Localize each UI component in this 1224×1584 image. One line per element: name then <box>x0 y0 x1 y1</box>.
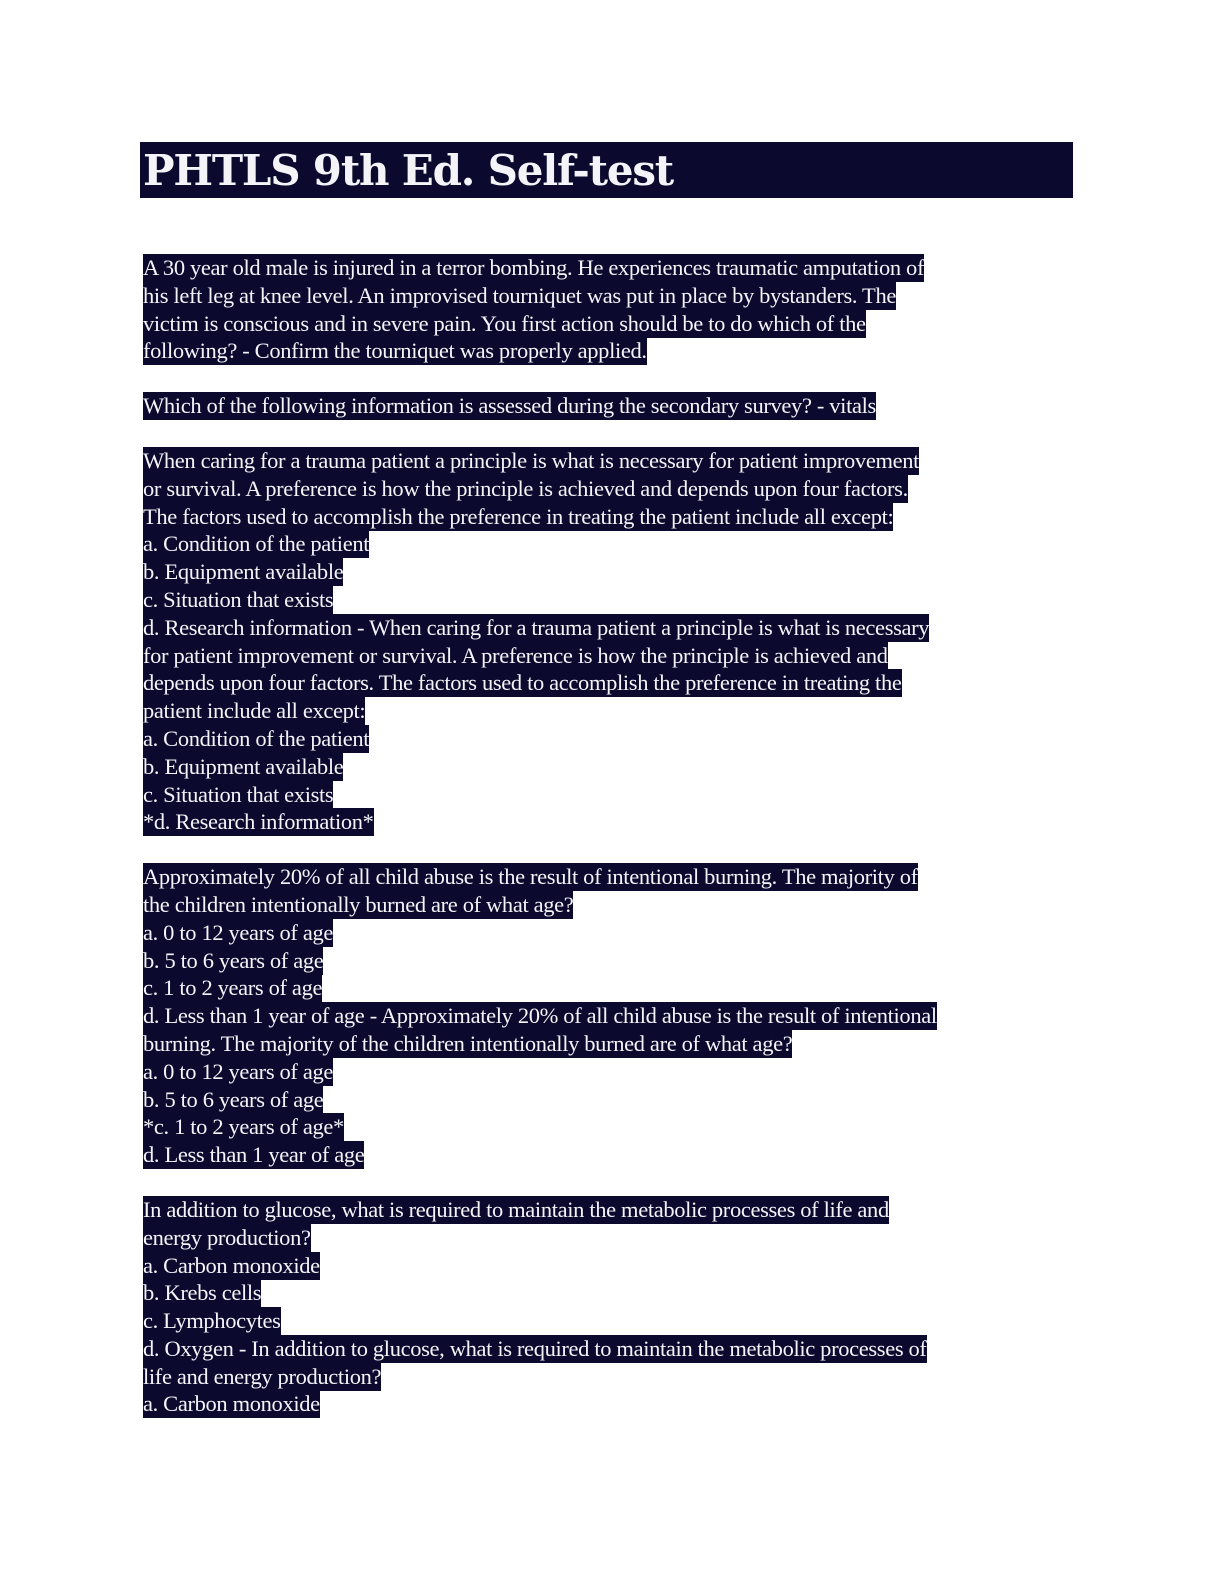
option-line: c. Situation that exists <box>143 781 334 807</box>
question-block-2 <box>143 392 1073 420</box>
option-line: c. 1 to 2 years of age <box>143 975 323 1001</box>
text-line: depends upon four factors. The factors used to accomplish the preference in treating the <box>143 670 902 696</box>
question-block-3 <box>143 447 1073 836</box>
option-line: b. 5 to 6 years of age <box>143 947 324 973</box>
question-block-5 <box>143 1196 1073 1418</box>
text-line: his left leg at knee level. An improvised tourniquet was put in place by bystanders. The <box>143 282 896 308</box>
option-line: a. 0 to 12 years of age <box>143 1058 334 1084</box>
question-block-4 <box>143 863 1073 1169</box>
option-line: b. Equipment available <box>143 753 344 779</box>
text-line: the children intentionally burned are of what age? <box>143 891 574 917</box>
text-line: energy production? <box>143 1224 311 1250</box>
document-body <box>143 254 1073 1445</box>
option-line: c. Situation that exists <box>143 586 334 612</box>
text-line: victim is conscious and in severe pain. You first action should be to do which of the <box>143 310 866 336</box>
option-line: b. Equipment available <box>143 559 344 585</box>
text-line: or survival. A preference is how the principle is achieved and depends upon four factors. <box>143 475 908 501</box>
option-line: d. Oxygen - In addition to glucose, what is required to maintain the metabolic processes of <box>143 1335 927 1361</box>
option-line: b. Krebs cells <box>143 1280 262 1306</box>
text-line: A 30 year old male is injured in a terror bombing. He experiences traumatic amputation of <box>143 255 925 280</box>
option-line: d. Less than 1 year of age <box>143 1142 365 1168</box>
option-line: a. Carbon monoxide <box>143 1391 320 1417</box>
option-line: c. Lymphocytes <box>143 1308 281 1334</box>
text-line: In addition to glucose, what is required to maintain the metabolic processes of life and <box>143 1196 889 1222</box>
text-line: life and energy production? <box>143 1363 382 1389</box>
option-line: a. Condition of the patient <box>143 725 370 751</box>
text-line: When caring for a trauma patient a principle is what is necessary for patient improvement <box>143 447 920 473</box>
document-title: PHTLS 9th Ed. Self-test <box>143 146 673 195</box>
option-line: d. Research information - When caring for a trauma patient a principle is what is necessary <box>143 614 930 640</box>
answer-line: *d. Research information* <box>143 809 374 835</box>
text-line: The factors used to accomplish the preference in treating the patient include all except: <box>143 503 894 529</box>
text-line: Approximately 20% of all child abuse is the result of intentional burning. The majority of <box>143 864 918 890</box>
text-line: following? - Confirm the tourniquet was properly applied. <box>143 338 647 364</box>
question-block-1 <box>143 254 1073 365</box>
text-line: for patient improvement or survival. A preference is how the principle is achieved and <box>143 642 888 668</box>
option-line: a. Condition of the patient <box>143 531 370 557</box>
option-line: d. Less than 1 year of age - Approximately 20% of all child abuse is the result of intentional <box>143 1003 937 1029</box>
option-line: b. 5 to 6 years of age <box>143 1086 324 1112</box>
text-line: patient include all except: <box>143 698 366 724</box>
option-line: a. 0 to 12 years of age <box>143 919 334 945</box>
text-line: Which of the following information is assessed during the secondary survey? - vitals <box>143 393 876 419</box>
answer-line: *c. 1 to 2 years of age* <box>143 1114 344 1140</box>
text-line: burning. The majority of the children intentionally burned are of what age? <box>143 1030 793 1056</box>
option-line: a. Carbon monoxide <box>143 1252 320 1278</box>
